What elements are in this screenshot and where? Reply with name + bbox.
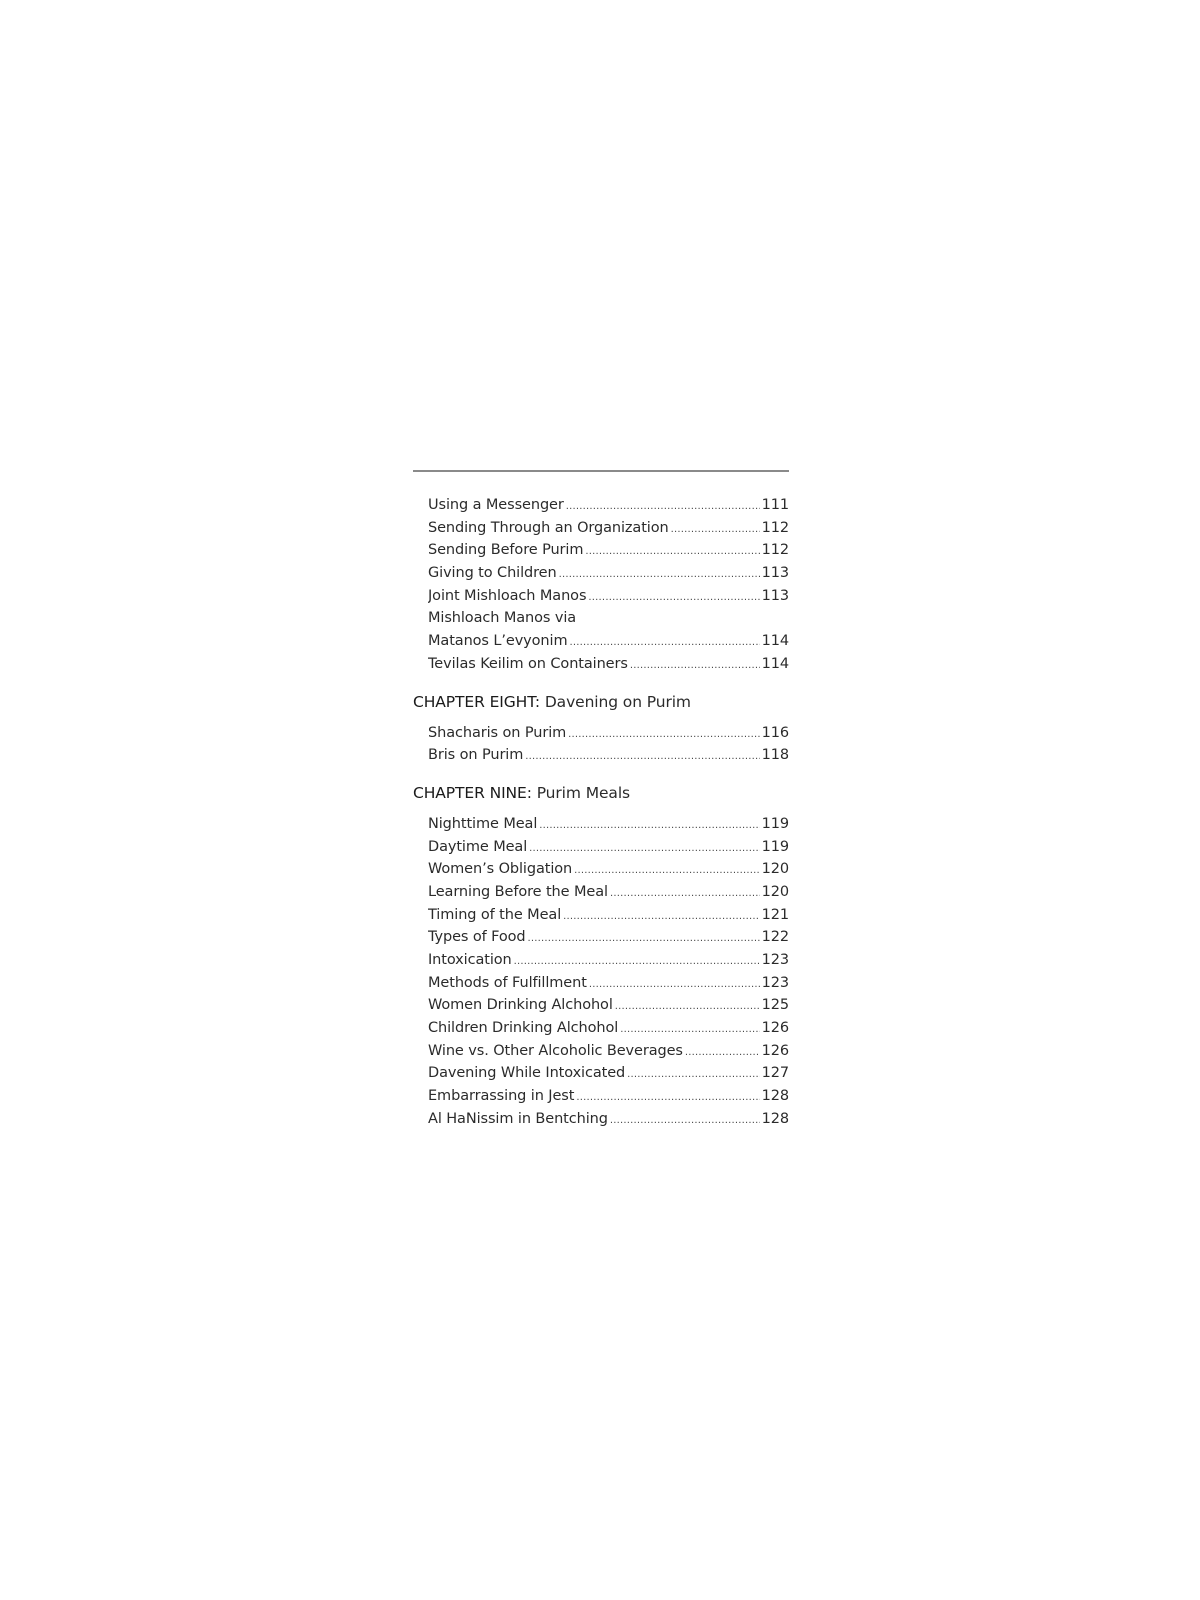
toc-entry-title: Davening While Intoxicated [428, 1065, 626, 1082]
toc-entry [428, 494, 789, 517]
dot-leader [615, 996, 760, 1017]
toc-entry [428, 926, 789, 949]
toc-entry-page: 113 [761, 565, 789, 582]
toc-entry-title: Types of Food [428, 929, 526, 946]
toc-entry-page: 114 [761, 633, 789, 650]
dot-leader [585, 541, 759, 562]
toc-entry-title: Joint Mishloach Manos [428, 587, 587, 604]
toc-entry-title: Women Drinking Alchohol [428, 997, 613, 1014]
toc-entry [428, 994, 789, 1017]
dot-leader [671, 519, 760, 540]
toc-entry [428, 517, 789, 540]
dot-leader [589, 974, 760, 995]
toc-entry [428, 972, 789, 995]
toc-entry-page: 122 [761, 929, 789, 946]
toc-entry [428, 744, 789, 767]
dot-leader [610, 1110, 760, 1131]
dot-leader [588, 587, 759, 608]
dot-leader [568, 724, 759, 745]
dot-leader [569, 632, 759, 653]
toc-entry-page: 123 [761, 952, 789, 968]
toc-entry [428, 1017, 789, 1040]
toc-entry-title: Methods of Fulfillment [428, 974, 587, 991]
chapter-title: Purim Meals [536, 783, 630, 802]
toc-entry-title: Sending Through an Organization [428, 519, 669, 536]
chapter-heading-eight [413, 691, 789, 713]
toc-entry-title: Matanos L’evyonim [428, 633, 568, 650]
toc-entry-page: 114 [761, 655, 789, 672]
dot-leader [620, 1019, 759, 1040]
toc-entry [428, 836, 789, 859]
toc-entry-page: 127 [761, 1065, 789, 1082]
toc-entry-page: 121 [761, 906, 789, 923]
toc-entry-title: Sending Before Purim [428, 542, 584, 559]
toc-entry [428, 630, 789, 653]
toc-entry-page: 126 [761, 1020, 789, 1037]
toc-entry-title: Nighttime Meal [428, 815, 538, 832]
toc-entry-title-line1: Mishloach Manos via [428, 610, 577, 627]
dot-leader [563, 906, 759, 927]
toc-entry-title: Children Drinking Alchohol [428, 1020, 619, 1037]
toc-entry [428, 585, 789, 608]
toc-entry-page: 113 [761, 587, 789, 604]
toc-entry [428, 904, 789, 927]
toc-entry-page: 112 [761, 542, 789, 559]
chapter-label: CHAPTER EIGHT: [413, 692, 541, 711]
toc-entry-title: Al HaNissim in Bentching [428, 1110, 608, 1127]
dot-leader [685, 1042, 760, 1063]
toc-entry [428, 858, 789, 881]
toc-entry [428, 562, 789, 585]
top-rule [413, 470, 789, 472]
dot-leader [566, 496, 760, 517]
toc-entry-title: Timing of the Meal [428, 906, 562, 923]
toc-entry-page: 125 [761, 997, 789, 1014]
dot-leader [630, 655, 760, 676]
toc-entries-chapter-eight [428, 722, 789, 767]
toc-entry-title: Wine vs. Other Alcoholic Beverages [428, 1042, 683, 1059]
toc-entry-title: Intoxication [428, 952, 512, 968]
toc-entry-title: Women’s Obligation [428, 861, 573, 878]
toc-entry-page: 111 [761, 497, 789, 513]
toc-entry-title: Giving to Children [428, 565, 557, 582]
toc-entries-continued [428, 494, 789, 676]
toc-entry [428, 722, 789, 745]
toc-entry-page: 119 [761, 815, 789, 832]
toc-entry-page: 120 [761, 883, 789, 900]
chapter-title: Davening on Purim [544, 692, 691, 711]
toc-entry-title: Tevilas Keilim on Containers [428, 655, 628, 672]
toc-entry-title: Using a Messenger [428, 497, 564, 513]
dot-leader [627, 1064, 759, 1085]
dot-leader [574, 860, 760, 881]
toc-entry-page: 126 [761, 1042, 789, 1059]
toc-entry-page: 120 [761, 861, 789, 878]
toc-entry [428, 653, 789, 676]
toc-entry-title: Bris on Purim [428, 747, 524, 764]
dot-leader [529, 838, 759, 859]
chapter-heading-nine [413, 782, 789, 804]
table-of-contents [413, 470, 789, 1131]
toc-entry-page: 118 [761, 747, 789, 764]
toc-entry-page: 123 [761, 974, 789, 991]
toc-entry [428, 1040, 789, 1063]
dot-leader [525, 746, 759, 767]
toc-entry-page: 128 [761, 1088, 789, 1105]
chapter-label: CHAPTER NINE: [413, 783, 532, 802]
dot-leader [528, 928, 760, 949]
toc-entry [428, 1108, 789, 1131]
dot-leader [559, 564, 760, 585]
toc-entry [428, 1062, 789, 1085]
dot-leader [576, 1087, 759, 1108]
toc-entry-title: Learning Before the Meal [428, 883, 608, 900]
toc-entry [428, 949, 789, 972]
toc-entry [428, 539, 789, 562]
toc-entry-page: 119 [761, 838, 789, 855]
toc-entry-title: Shacharis on Purim [428, 724, 567, 741]
toc-entry [428, 881, 789, 904]
toc-entry [428, 1085, 789, 1108]
toc-entry-page: 128 [761, 1110, 789, 1127]
dot-leader [539, 815, 759, 836]
dot-leader [610, 883, 760, 904]
toc-entries-chapter-nine [428, 813, 789, 1131]
toc-entry-page: 116 [761, 724, 789, 741]
toc-entry-title: Daytime Meal [428, 838, 528, 855]
toc-entry [428, 813, 789, 836]
toc-entry-page: 112 [761, 519, 789, 536]
toc-entry-title: Embarrassing in Jest [428, 1088, 575, 1105]
dot-leader [514, 951, 760, 972]
